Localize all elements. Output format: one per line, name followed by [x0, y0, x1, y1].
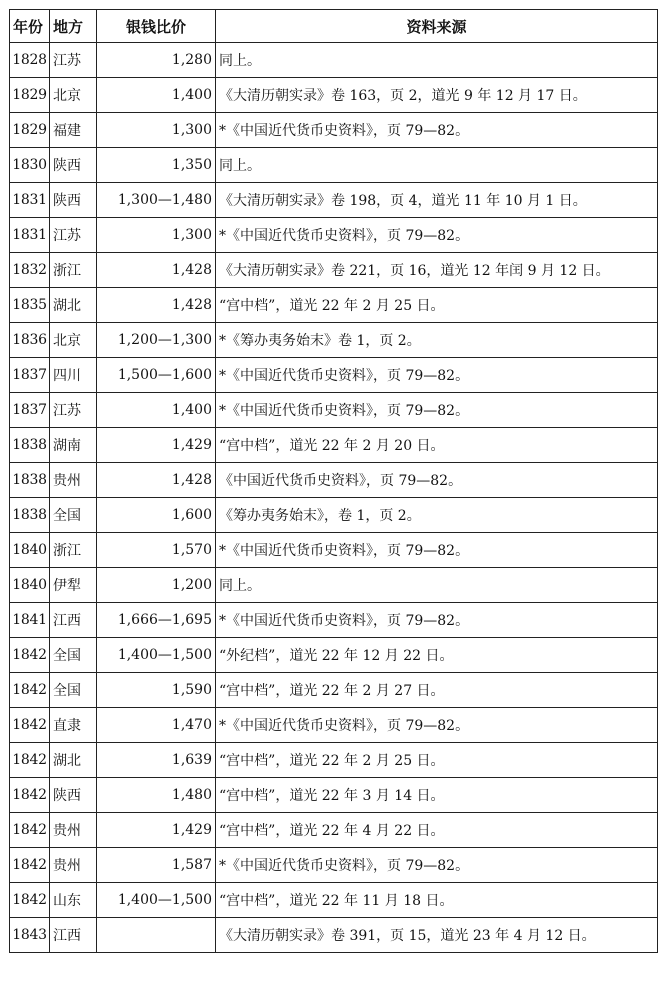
- source-cell: 同上。: [216, 43, 658, 78]
- source-cell: *《中国近代货币史资料》，页 79—82。: [216, 708, 658, 743]
- year-cell: 1838: [10, 428, 50, 463]
- table-row: [10, 498, 658, 533]
- source-cell: “宫中档”，道光 22 年 4 月 22 日。: [216, 813, 658, 848]
- table-row: [10, 253, 658, 288]
- ratio-cell: 1,429: [97, 428, 216, 463]
- table-row: [10, 113, 658, 148]
- year-cell: 1842: [10, 673, 50, 708]
- place-cell: 山东: [50, 883, 97, 918]
- ratio-cell: 1,639: [97, 743, 216, 778]
- ratio-cell: 1,500—1,600: [97, 358, 216, 393]
- table-row: [10, 568, 658, 603]
- ratio-cell: 1,600: [97, 498, 216, 533]
- ratio-cell: 1,300: [97, 218, 216, 253]
- year-cell: 1842: [10, 848, 50, 883]
- table-row: [10, 43, 658, 78]
- source-cell: “宫中档”，道光 22 年 2 月 20 日。: [216, 428, 658, 463]
- year-cell: 1831: [10, 183, 50, 218]
- year-cell: 1838: [10, 463, 50, 498]
- source-cell: 《中国近代货币史资料》，页 79—82。: [216, 463, 658, 498]
- table-row: [10, 218, 658, 253]
- table-body: [10, 43, 658, 953]
- source-cell: “外纪档”，道光 22 年 12 月 22 日。: [216, 638, 658, 673]
- place-cell: 全国: [50, 638, 97, 673]
- place-cell: 江西: [50, 603, 97, 638]
- source-cell: “宫中档”，道光 22 年 2 月 25 日。: [216, 288, 658, 323]
- year-cell: 1840: [10, 533, 50, 568]
- exchange-rate-table: [9, 9, 658, 953]
- source-cell: 《筹办夷务始末》，卷 1，页 2。: [216, 498, 658, 533]
- table-row: [10, 813, 658, 848]
- ratio-cell: 1,480: [97, 778, 216, 813]
- table-row: [10, 638, 658, 673]
- ratio-cell: 1,200: [97, 568, 216, 603]
- year-cell: 1840: [10, 568, 50, 603]
- source-cell: *《中国近代货币史资料》，页 79—82。: [216, 358, 658, 393]
- table-row: [10, 743, 658, 778]
- ratio-cell: 1,400—1,500: [97, 638, 216, 673]
- table-row: [10, 428, 658, 463]
- place-cell: 贵州: [50, 463, 97, 498]
- place-cell: 陕西: [50, 183, 97, 218]
- source-cell: 《大清历朝实录》卷 221，页 16，道光 12 年闰 9 月 12 日。: [216, 253, 658, 288]
- ratio-cell: 1,428: [97, 253, 216, 288]
- header-ratio: 银钱比价: [97, 10, 216, 43]
- place-cell: 湖南: [50, 428, 97, 463]
- table-row: [10, 78, 658, 113]
- year-cell: 1836: [10, 323, 50, 358]
- year-cell: 1830: [10, 148, 50, 183]
- table-row: [10, 358, 658, 393]
- place-cell: 贵州: [50, 813, 97, 848]
- ratio-cell: 1,570: [97, 533, 216, 568]
- place-cell: 江苏: [50, 43, 97, 78]
- source-cell: *《中国近代货币史资料》，页 79—82。: [216, 393, 658, 428]
- source-cell: *《筹办夷务始末》卷 1，页 2。: [216, 323, 658, 358]
- place-cell: 江苏: [50, 218, 97, 253]
- place-cell: 北京: [50, 323, 97, 358]
- ratio-cell: 1,666—1,695: [97, 603, 216, 638]
- source-cell: *《中国近代货币史资料》，页 79—82。: [216, 533, 658, 568]
- source-cell: “宫中档”，道光 22 年 2 月 27 日。: [216, 673, 658, 708]
- place-cell: 江西: [50, 918, 97, 953]
- place-cell: 直隶: [50, 708, 97, 743]
- ratio-cell: 1,280: [97, 43, 216, 78]
- ratio-cell: 1,428: [97, 288, 216, 323]
- ratio-cell: 1,300—1,480: [97, 183, 216, 218]
- year-cell: 1842: [10, 883, 50, 918]
- year-cell: 1842: [10, 813, 50, 848]
- header-row: [10, 10, 658, 43]
- table-row: [10, 393, 658, 428]
- source-cell: *《中国近代货币史资料》，页 79—82。: [216, 848, 658, 883]
- year-cell: 1838: [10, 498, 50, 533]
- year-cell: 1832: [10, 253, 50, 288]
- table-row: [10, 603, 658, 638]
- source-cell: *《中国近代货币史资料》，页 79—82。: [216, 218, 658, 253]
- source-cell: 《大清历朝实录》卷 163，页 2，道光 9 年 12 月 17 日。: [216, 78, 658, 113]
- table-row: [10, 533, 658, 568]
- year-cell: 1829: [10, 113, 50, 148]
- table-row: [10, 288, 658, 323]
- place-cell: 湖北: [50, 743, 97, 778]
- ratio-cell: 1,300: [97, 113, 216, 148]
- ratio-cell: 1,350: [97, 148, 216, 183]
- ratio-cell: 1,400—1,500: [97, 883, 216, 918]
- table-row: [10, 673, 658, 708]
- year-cell: 1835: [10, 288, 50, 323]
- table-row: [10, 848, 658, 883]
- source-cell: “宫中档”，道光 22 年 2 月 25 日。: [216, 743, 658, 778]
- place-cell: 陕西: [50, 148, 97, 183]
- year-cell: 1829: [10, 78, 50, 113]
- place-cell: 福建: [50, 113, 97, 148]
- header-place: 地方: [50, 10, 97, 43]
- year-cell: 1841: [10, 603, 50, 638]
- year-cell: 1842: [10, 743, 50, 778]
- year-cell: 1837: [10, 358, 50, 393]
- ratio-cell: 1,429: [97, 813, 216, 848]
- ratio-cell: 1,200—1,300: [97, 323, 216, 358]
- ratio-cell: [97, 918, 216, 953]
- ratio-cell: 1,587: [97, 848, 216, 883]
- source-cell: “宫中档”，道光 22 年 3 月 14 日。: [216, 778, 658, 813]
- header-year: 年份: [10, 10, 50, 43]
- source-cell: 同上。: [216, 568, 658, 603]
- place-cell: 浙江: [50, 533, 97, 568]
- table-row: [10, 918, 658, 953]
- table-header: [10, 10, 658, 43]
- source-cell: 同上。: [216, 148, 658, 183]
- table-row: [10, 778, 658, 813]
- place-cell: 陕西: [50, 778, 97, 813]
- ratio-cell: 1,470: [97, 708, 216, 743]
- table-row: [10, 463, 658, 498]
- place-cell: 贵州: [50, 848, 97, 883]
- place-cell: 全国: [50, 498, 97, 533]
- source-cell: *《中国近代货币史资料》，页 79—82。: [216, 113, 658, 148]
- place-cell: 湖北: [50, 288, 97, 323]
- source-cell: *《中国近代货币史资料》，页 79—82。: [216, 603, 658, 638]
- ratio-cell: 1,428: [97, 463, 216, 498]
- ratio-cell: 1,400: [97, 78, 216, 113]
- place-cell: 伊犁: [50, 568, 97, 603]
- ratio-cell: 1,400: [97, 393, 216, 428]
- ratio-cell: 1,590: [97, 673, 216, 708]
- year-cell: 1837: [10, 393, 50, 428]
- year-cell: 1842: [10, 638, 50, 673]
- place-cell: 北京: [50, 78, 97, 113]
- source-cell: 《大清历朝实录》卷 198，页 4，道光 11 年 10 月 1 日。: [216, 183, 658, 218]
- header-source: 资料来源: [216, 10, 658, 43]
- place-cell: 四川: [50, 358, 97, 393]
- year-cell: 1828: [10, 43, 50, 78]
- source-cell: “宫中档”，道光 22 年 11 月 18 日。: [216, 883, 658, 918]
- place-cell: 全国: [50, 673, 97, 708]
- table-row: [10, 323, 658, 358]
- year-cell: 1842: [10, 708, 50, 743]
- year-cell: 1843: [10, 918, 50, 953]
- place-cell: 浙江: [50, 253, 97, 288]
- source-cell: 《大清历朝实录》卷 391，页 15，道光 23 年 4 月 12 日。: [216, 918, 658, 953]
- year-cell: 1842: [10, 778, 50, 813]
- table-row: [10, 883, 658, 918]
- table-row: [10, 708, 658, 743]
- table-row: [10, 148, 658, 183]
- table-row: [10, 183, 658, 218]
- year-cell: 1831: [10, 218, 50, 253]
- place-cell: 江苏: [50, 393, 97, 428]
